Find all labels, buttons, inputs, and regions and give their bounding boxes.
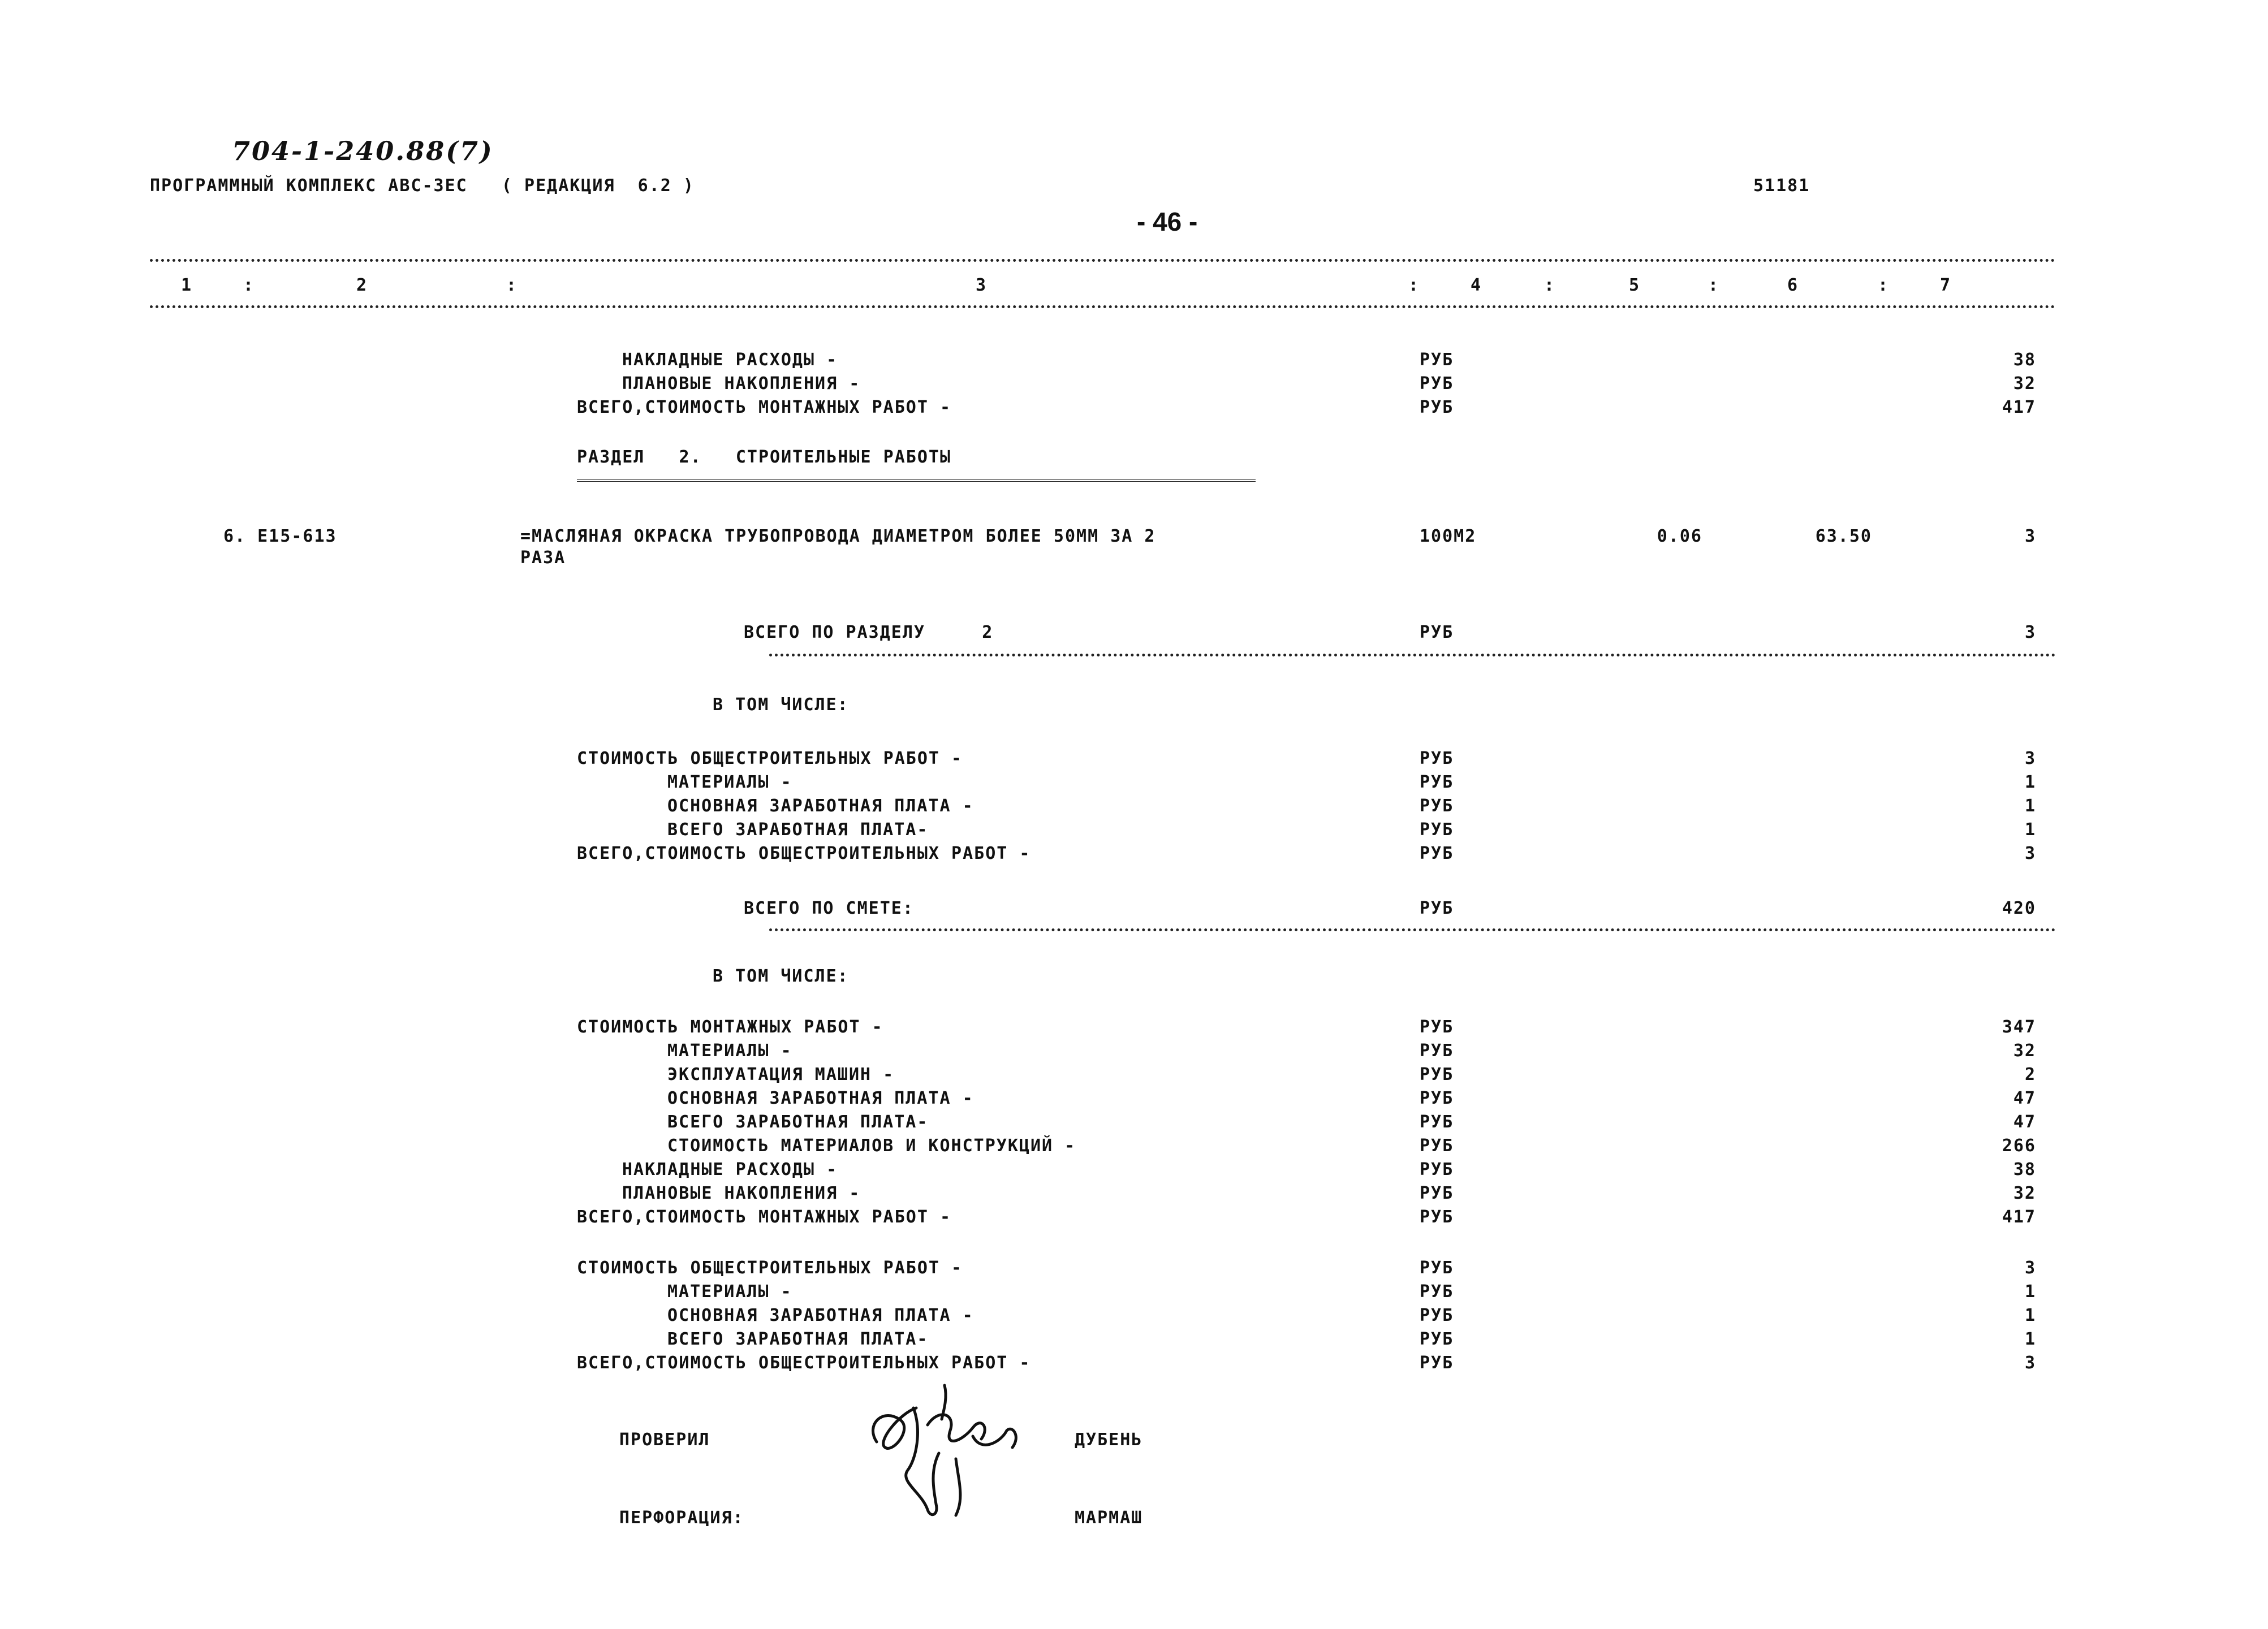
row-value: 417: [2002, 397, 2036, 417]
row-unit: РУБ: [1420, 374, 1454, 394]
row-label: ВСЕГО,СТОИМОСТЬ МОНТАЖНЫХ РАБОТ -: [577, 397, 952, 417]
row-unit: РУБ: [1420, 820, 1454, 840]
row-value: 1: [2024, 1306, 2036, 1325]
item-price: 63.50: [1815, 526, 1872, 546]
column-header-cell: 2: [356, 275, 368, 295]
row-unit: РУБ: [1420, 1065, 1454, 1084]
row-label: НАКЛАДНЫЕ РАСХОДЫ -: [622, 350, 838, 370]
row-unit: РУБ: [1420, 749, 1454, 768]
row-value: 47: [2013, 1088, 2036, 1108]
row-label: СТОИМОСТЬ ОБЩЕСТРОИТЕЛЬНЫХ РАБОТ -: [577, 1258, 963, 1278]
in-that-number-heading: В ТОМ ЧИСЛЕ:: [713, 966, 849, 986]
row-unit: РУБ: [1420, 1112, 1454, 1132]
row-value: 3: [2024, 1258, 2036, 1278]
section-total-rule: [769, 654, 2056, 656]
row-value: 347: [2002, 1017, 2036, 1037]
row-unit: РУБ: [1420, 1041, 1454, 1061]
row-label: МАТЕРИАЛЫ -: [667, 1282, 792, 1302]
row-unit: РУБ: [1420, 898, 1454, 918]
row-unit: РУБ: [1420, 1282, 1454, 1302]
row-label: ВСЕГО,СТОИМОСТЬ МОНТАЖНЫХ РАБОТ -: [577, 1207, 952, 1227]
row-value: 417: [2002, 1207, 2036, 1227]
column-header-cell: 7: [1940, 275, 1952, 295]
estimate-total-rule: [769, 928, 2056, 931]
estimate-total-label: ВСЕГО ПО СМЕТЕ:: [744, 898, 914, 918]
column-header-separator: :: [243, 275, 255, 295]
column-header-cell: 3: [976, 275, 988, 295]
perforation-label: ПЕРФОРАЦИЯ:: [619, 1508, 744, 1528]
row-value: 3: [2024, 844, 2036, 863]
row-label: МАТЕРИАЛЫ -: [667, 772, 792, 792]
column-header-separator: :: [1544, 275, 1556, 295]
row-label: СТОИМОСТЬ МАТЕРИАЛОВ И КОНСТРУКЦИЙ -: [667, 1136, 1076, 1156]
row-unit: РУБ: [1420, 1258, 1454, 1278]
row-value: 420: [2002, 898, 2036, 918]
column-header-separator: :: [1878, 275, 1890, 295]
row-unit: РУБ: [1420, 623, 1454, 642]
column-header-cell: 1: [181, 275, 193, 295]
column-header-separator: :: [1708, 275, 1720, 295]
row-label: ОСНОВНАЯ ЗАРАБОТНАЯ ПЛАТА -: [667, 1306, 974, 1325]
column-header-cell: 6: [1787, 275, 1799, 295]
row-label: ОСНОВНАЯ ЗАРАБОТНАЯ ПЛАТА -: [667, 1088, 974, 1108]
code-right: 51181: [1753, 176, 1810, 196]
row-label: СТОИМОСТЬ ОБЩЕСТРОИТЕЛЬНЫХ РАБОТ -: [577, 749, 963, 768]
row-value: 1: [2024, 772, 2036, 792]
row-unit: РУБ: [1420, 1017, 1454, 1037]
row-unit: РУБ: [1420, 796, 1454, 816]
row-value: 47: [2013, 1112, 2036, 1132]
row-value: 3: [2024, 1353, 2036, 1373]
in-that-number-heading: В ТОМ ЧИСЛЕ:: [713, 695, 849, 715]
row-unit: РУБ: [1420, 397, 1454, 417]
row-label: НАКЛАДНЫЕ РАСХОДЫ -: [622, 1160, 838, 1179]
checked-by-label: ПРОВЕРИЛ: [619, 1430, 710, 1450]
row-unit: РУБ: [1420, 1353, 1454, 1373]
signature-image: [860, 1374, 1029, 1527]
row-label: ВСЕГО,СТОИМОСТЬ ОБЩЕСТРОИТЕЛЬНЫХ РАБОТ -: [577, 1353, 1031, 1373]
row-value: 32: [2013, 374, 2036, 394]
row-unit: РУБ: [1420, 1329, 1454, 1349]
row-unit: РУБ: [1420, 772, 1454, 792]
row-label: ВСЕГО ЗАРАБОТНАЯ ПЛАТА-: [667, 820, 929, 840]
row-value: 38: [2013, 1160, 2036, 1179]
item-number: 6. Е15-613: [223, 526, 337, 546]
section-total-label: ВСЕГО ПО РАЗДЕЛУ 2: [744, 623, 994, 642]
row-unit: РУБ: [1420, 844, 1454, 863]
row-value: 32: [2013, 1041, 2036, 1061]
item-unit: 100М2: [1420, 526, 1477, 546]
row-value: 2: [2024, 1065, 2036, 1084]
row-value: 3: [2024, 623, 2036, 642]
row-value: 38: [2013, 350, 2036, 370]
row-unit: РУБ: [1420, 1136, 1454, 1156]
row-value: 32: [2013, 1183, 2036, 1203]
row-label: ПЛАНОВЫЕ НАКОПЛЕНИЯ -: [622, 374, 861, 394]
item-quantity: 0.06: [1657, 526, 1702, 546]
row-unit: РУБ: [1420, 1306, 1454, 1325]
row-value: 266: [2002, 1136, 2036, 1156]
header-bottom-rule: [150, 305, 2056, 308]
row-unit: РУБ: [1420, 1207, 1454, 1227]
row-label: ВСЕГО ЗАРАБОТНАЯ ПЛАТА-: [667, 1112, 929, 1132]
row-label: ПЛАНОВЫЕ НАКОПЛЕНИЯ -: [622, 1183, 861, 1203]
column-header-separator: :: [506, 275, 518, 295]
section-underline: [577, 479, 1256, 482]
row-label: СТОИМОСТЬ МОНТАЖНЫХ РАБОТ -: [577, 1017, 883, 1037]
checked-by-name: ДУБЕНЬ: [1075, 1430, 1143, 1450]
row-label: ОСНОВНАЯ ЗАРАБОТНАЯ ПЛАТА -: [667, 796, 974, 816]
row-label: ЭКСПЛУАТАЦИЯ МАШИН -: [667, 1065, 895, 1084]
handwritten-doc-code: 704-1-240.88(7): [232, 136, 494, 166]
section-title: РАЗДЕЛ 2. СТРОИТЕЛЬНЫЕ РАБОТЫ: [577, 447, 952, 467]
row-value: 1: [2024, 1329, 2036, 1349]
row-value: 1: [2024, 796, 2036, 816]
row-label: ВСЕГО ЗАРАБОТНАЯ ПЛАТА-: [667, 1329, 929, 1349]
item-description-cont: РАЗА: [520, 548, 566, 568]
column-header-separator: :: [1408, 275, 1420, 295]
row-value: 1: [2024, 820, 2036, 840]
row-label: МАТЕРИАЛЫ -: [667, 1041, 792, 1061]
program-line: ПРОГРАММНЫЙ КОМПЛЕКС АВС-3ЕС ( РЕДАКЦИЯ 6.2 ): [150, 176, 695, 196]
row-label: ВСЕГО,СТОИМОСТЬ ОБЩЕСТРОИТЕЛЬНЫХ РАБОТ -: [577, 844, 1031, 863]
item-total: 3: [2024, 526, 2036, 546]
row-value: 1: [2024, 1282, 2036, 1302]
row-value: 3: [2024, 749, 2036, 768]
row-unit: РУБ: [1420, 1183, 1454, 1203]
perforation-name: МАРМАШ: [1075, 1508, 1143, 1528]
header-top-rule: [150, 259, 2056, 262]
row-unit: РУБ: [1420, 350, 1454, 370]
row-unit: РУБ: [1420, 1160, 1454, 1179]
row-unit: РУБ: [1420, 1088, 1454, 1108]
item-description: =МАСЛЯНАЯ ОКРАСКА ТРУБОПРОВОДА ДИАМЕТРОМ БОЛЕЕ 50ММ ЗА 2: [520, 526, 1156, 546]
column-header-cell: 5: [1629, 275, 1641, 295]
column-header-cell: 4: [1471, 275, 1482, 295]
page-number: - 46 -: [1137, 207, 1198, 236]
